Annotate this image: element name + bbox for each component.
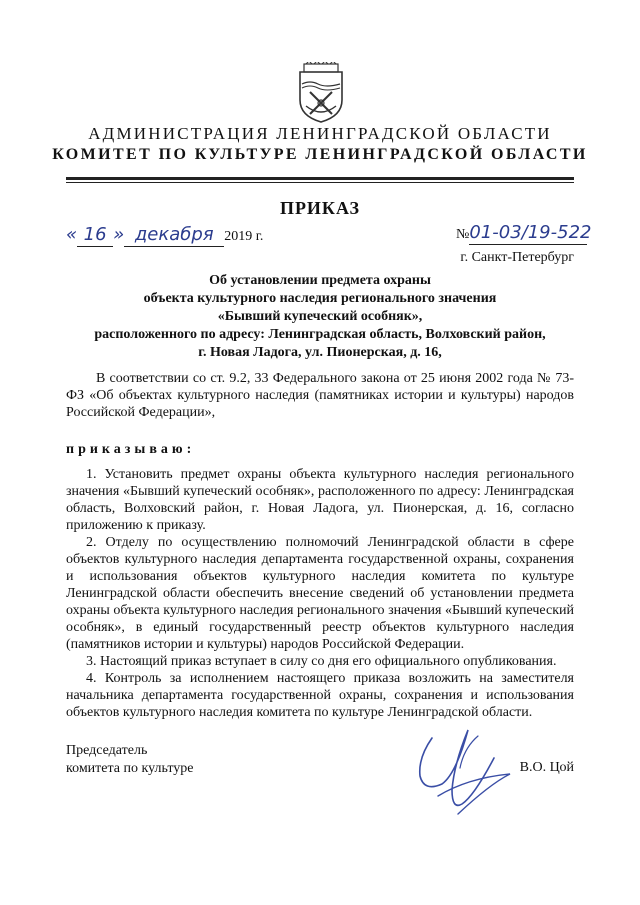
subject-line: расположенного по адресу: Ленинградская область, Волховский район, xyxy=(94,327,546,342)
order-number xyxy=(456,222,592,245)
order-item: 3. Настоящий приказ вступает в силу со дня его официального опубликования. xyxy=(86,654,557,669)
signatory-position xyxy=(66,742,193,778)
date-open-quote: « xyxy=(66,224,78,245)
number-prefix: № xyxy=(456,227,470,242)
order-subject xyxy=(0,272,640,362)
number-value: 01-03/19-522 xyxy=(469,222,592,243)
document-title: ПРИКАЗ xyxy=(279,198,361,218)
subject-line: «Бывший купеческий особняк», xyxy=(217,309,423,324)
date-day: 16 xyxy=(83,224,107,245)
order-items xyxy=(66,466,574,721)
date-year: 2019 г. xyxy=(224,229,264,244)
handwritten-signature-icon xyxy=(398,718,538,823)
header-divider-thick xyxy=(66,177,574,180)
subject-line: г. Новая Ладога, ул. Пионерская, д. 16, xyxy=(198,345,442,360)
order-item: 2. Отделу по осуществлению полномочий Ленинградской области в сфере объектов культурного наследия департамента государственной охраны, сохранения и использования объектов культурного наследия комитета по культуре Ленинградской области обеспечить внесение сведений об установлении предмета охраны объекта культурного наследия регионального значения «Бывший купеческий особняк», в единый государственный реестр объектов культурного наследия (памятников истории и культуры) народов Российской Федерации. xyxy=(66,535,574,652)
position-line: комитета по культуре xyxy=(66,761,194,776)
order-date xyxy=(66,224,263,247)
date-close-quote: » xyxy=(113,224,125,245)
order-keyword: приказываю: xyxy=(66,442,196,457)
signatory-name: В.О. Цой xyxy=(519,760,574,775)
order-item: 1. Установить предмет охраны объекта культурного наследия регионального значения «Бывший купеческий особняк», расположенного по адресу: Ленинградская область, Волховский район, г. Новая Ладога, ул. Пионерская, д. 16, согласно приложению к приказу. xyxy=(66,467,574,533)
org-name-committee: КОМИТЕТ ПО КУЛЬТУРЕ ЛЕНИНГРАДСКОЙ ОБЛАСТИ xyxy=(52,146,588,163)
date-month: декабря xyxy=(134,224,214,245)
preamble-paragraph: В соответствии со ст. 9.2, 33 Федерального закона от 25 июня 2002 года № 73-ФЗ «Об объектах культурного наследия (памятниках истории и культуры) народов Российской Федерации», xyxy=(66,371,574,420)
order-item: 4. Контроль за исполнением настоящего приказа возложить на заместителя начальника департамента государственной охраны, сохранения и использования объектов культурного наследия комитета по культуре Ленинградской области. xyxy=(66,671,574,720)
subject-line: Об установлении предмета охраны xyxy=(209,273,431,288)
coat-of-arms-icon xyxy=(298,62,344,124)
header-divider-thin xyxy=(66,182,574,183)
issue-city: г. Санкт-Петербург xyxy=(460,250,574,265)
org-name-administration: АДМИНИСТРАЦИЯ ЛЕНИНГРАДСКОЙ ОБЛАСТИ xyxy=(88,124,552,143)
subject-line: объекта культурного наследия регионального значения xyxy=(143,291,497,306)
position-line: Председатель xyxy=(66,743,148,758)
